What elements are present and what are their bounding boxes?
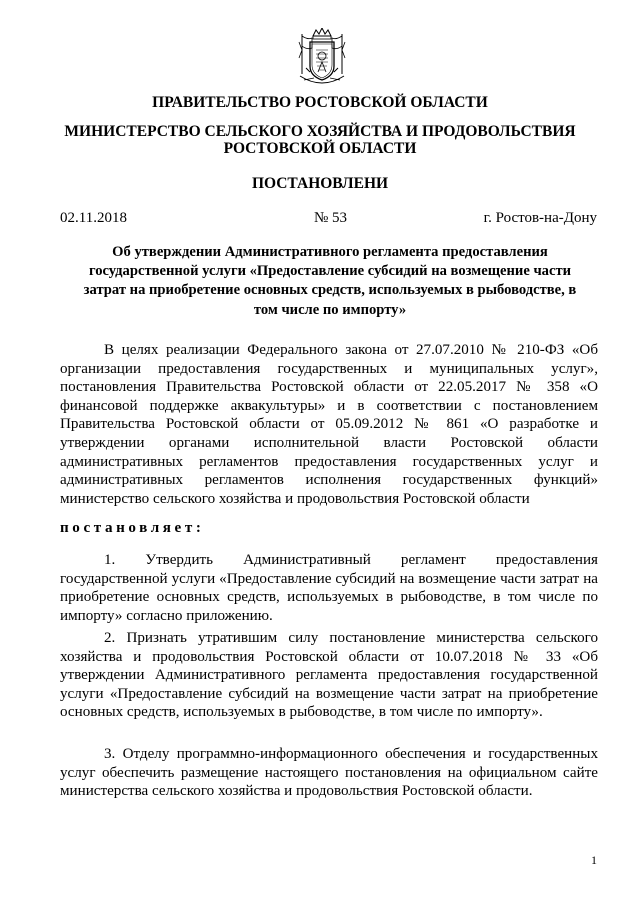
- document-date: 02.11.2018: [60, 210, 127, 226]
- document-title: Об утверждении Административного регламента предоставления государственной услуги «Предоставление субсидий на возмещение части затрат на приобретение основных средств, используемых в рыбоводстве, в том числе по импорту»: [83, 244, 577, 318]
- decree-item-1: 1. Утвердить Административный регламент предоставления государственной услуги «Предоставление субсидий на возмещение части затрат на приобретение основных средств, используемых в рыбоводстве, в том числе по импорту» согласно приложению.: [60, 552, 598, 624]
- document-city: г. Ростов-на-Дону: [483, 210, 597, 226]
- decree-word: постановляет:: [60, 520, 205, 536]
- decree-item-2: 2. Признать утратившим силу постановление министерства сельского хозяйства и продовольствия Ростовской области от 10.07.2018 № 33 «Об утверждении Административного регламента предоставления государственной услуги «Предоставление субсидий на возмещение части затрат на приобретение основных средств, используемых в рыбоводстве, в том числе по импорту».: [60, 630, 598, 721]
- ministry-name-line2: РОСТОВСКОЙ ОБЛАСТИ: [223, 140, 417, 157]
- rostov-region-coat-of-arms-icon: [296, 28, 348, 90]
- document-number: № 53: [314, 210, 348, 226]
- page-number: 1: [591, 853, 597, 867]
- government-name: ПРАВИТЕЛЬСТВО РОСТОВСКОЙ ОБЛАСТИ: [152, 94, 488, 111]
- document-type: ПОСТАНОВЛЕНИ: [251, 175, 389, 192]
- intro-paragraph: В целях реализации Федерального закона от 27.07.2010 № 210-ФЗ «Об организации предоставления государственных и муниципальных услуг», постановления Правительства Ростовской области от 22.05.2017 № 358 «О финансовой поддержке аквакультуры» и в соответствии с постановлением Правительства Ростовской области от 05.09.2012 № 861 «О разработке и утверждении органами исполнительной власти Ростовской области административных регламентов предоставления государственных услуг и административных регламентов исполнения государственных функций» министерство сельского хозяйства и продовольствия Ростовской области: [60, 342, 598, 507]
- decree-item-3: 3. Отделу программно-информационного обеспечения и государственных услуг обеспечить размещение настоящего постановления на официальном сайте министерства сельского хозяйства и продовольствия Ростовской области.: [60, 746, 598, 800]
- ministry-name-line1: МИНИСТЕРСТВО СЕЛЬСКОГО ХОЗЯЙСТВА И ПРОДОВОЛЬСТВИЯ: [64, 123, 576, 140]
